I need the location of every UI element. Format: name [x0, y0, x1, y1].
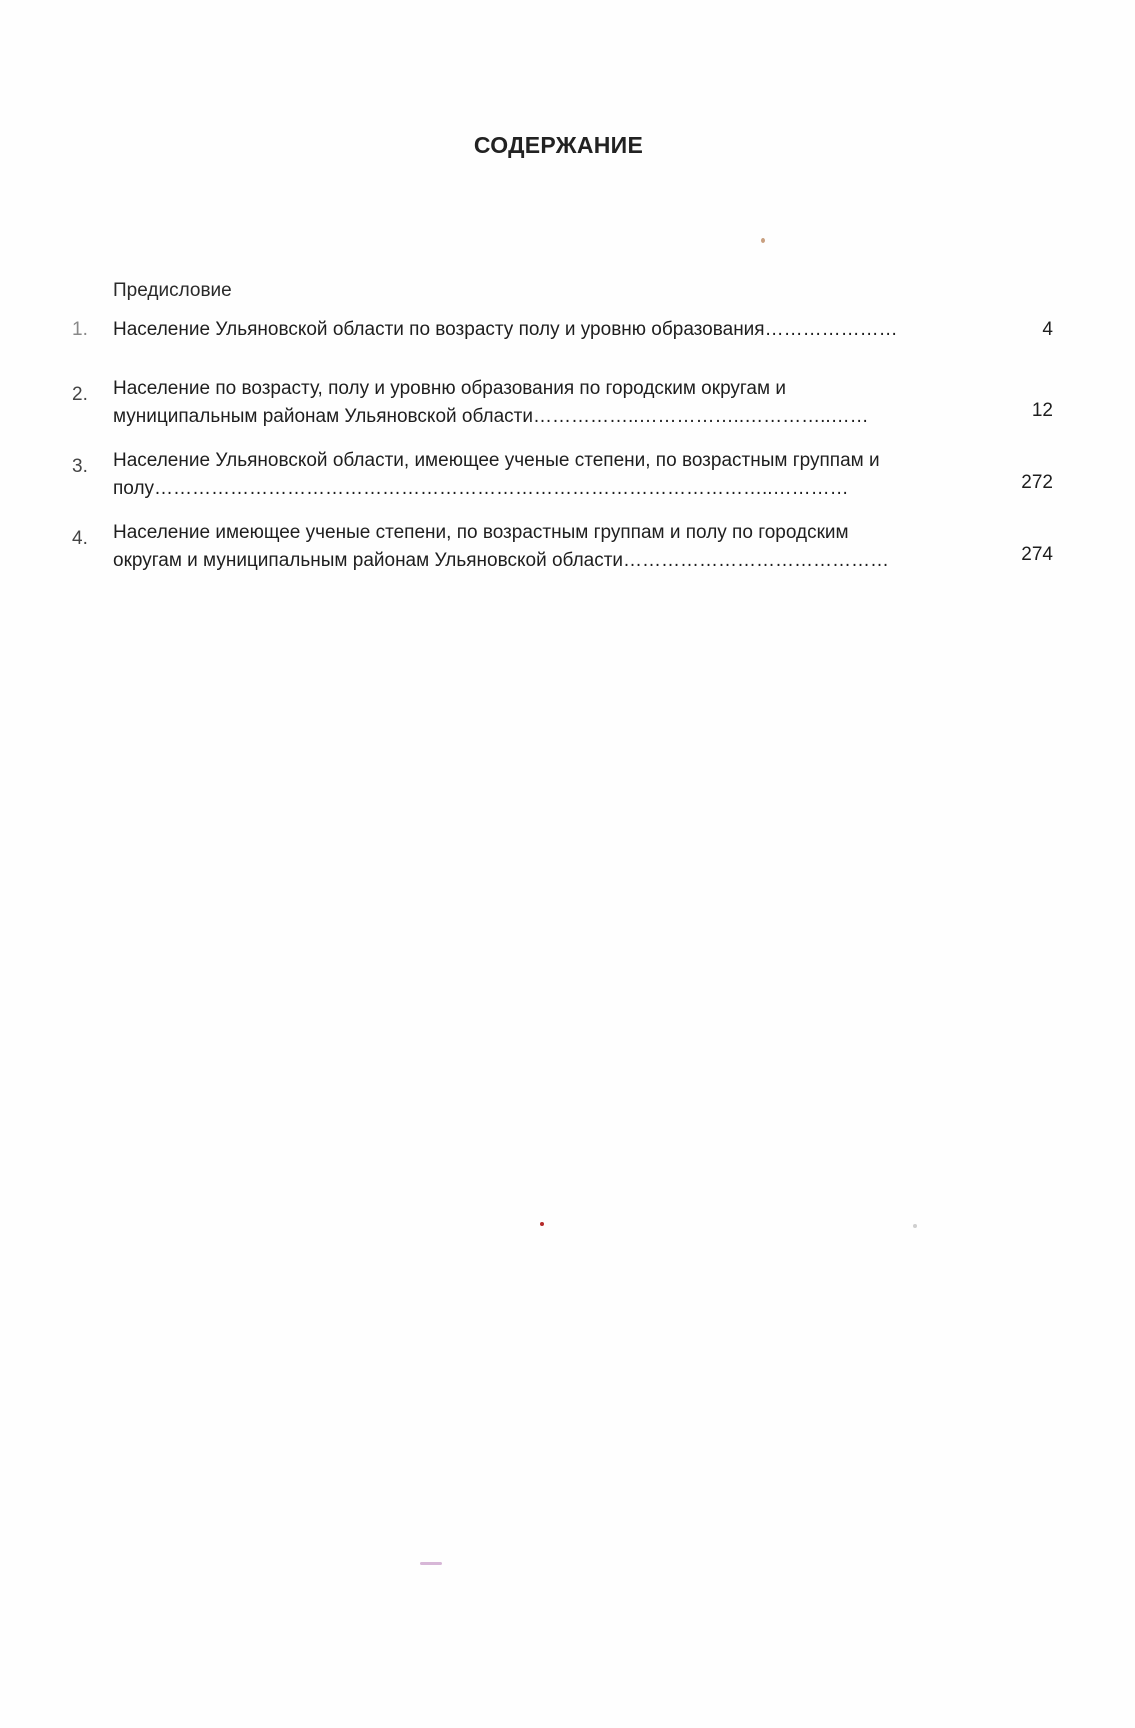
toc-entry-page: 274	[1021, 544, 1053, 565]
toc-entry-page: 4	[1042, 319, 1053, 340]
toc-entry-number: 2.	[72, 384, 88, 405]
scan-speck	[420, 1562, 442, 1565]
toc-entry-text	[113, 316, 993, 344]
scan-speck	[913, 1224, 917, 1228]
toc-entry-text	[113, 519, 993, 575]
toc-entry-line: Население имеющее ученые степени, по возрастным группам и полу по городским	[113, 522, 849, 543]
toc-entry-line: полу……………………………………………………………………………………..…………	[113, 478, 849, 499]
toc-entry-line: муниципальным районам Ульяновской области……………..……………..…………..……	[113, 406, 869, 427]
scan-speck	[761, 238, 765, 243]
toc-entry-text	[113, 447, 993, 503]
toc-entry-line: Население по возрасту, полу и уровню образования по городским округам и	[113, 378, 786, 399]
page-title: СОДЕРЖАНИЕ	[473, 132, 644, 158]
toc-entry-number: 4.	[72, 528, 88, 549]
scan-speck	[540, 1222, 544, 1226]
toc-entry-line: округам и муниципальным районам Ульяновской области……………………………………	[113, 550, 890, 571]
toc-entry-number: 1.	[72, 319, 88, 340]
toc-entry-line: Население Ульяновской области по возрасту полу и уровню образования…………………	[113, 319, 898, 340]
toc-entry-line: Население Ульяновской области, имеющее ученые степени, по возрастным группам и	[113, 450, 880, 471]
toc-preface: Предисловие	[113, 280, 232, 301]
toc-entry-page: 272	[1021, 472, 1053, 493]
toc-entry-number: 3.	[72, 456, 88, 477]
toc-entry-page: 12	[1031, 400, 1053, 421]
toc-entry-text	[113, 375, 993, 431]
